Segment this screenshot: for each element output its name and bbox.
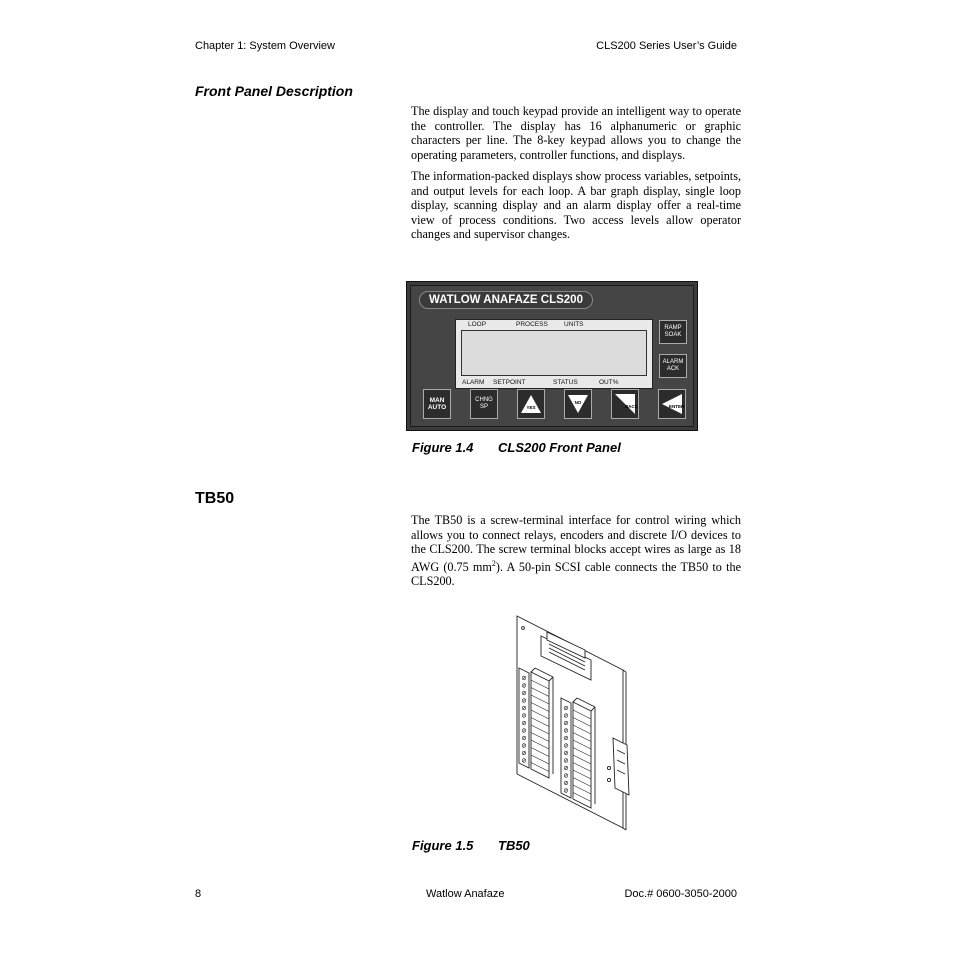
ramp-soak-line2: SOAK bbox=[664, 332, 682, 338]
front-panel-text bbox=[411, 104, 741, 249]
lcd-label-alarm: ALARM bbox=[462, 379, 485, 386]
tb50-paragraph bbox=[411, 513, 741, 589]
footer-doc-number: Doc.# 0600-3050-2000 bbox=[624, 888, 737, 900]
figure-1-5-number: Figure 1.5 bbox=[412, 838, 474, 853]
lcd-label-loop: LOOP bbox=[468, 321, 487, 328]
figure-1-4-title: CLS200 Front Panel bbox=[498, 440, 621, 455]
tb50-text bbox=[411, 513, 741, 596]
alarm-ack-button[interactable] bbox=[659, 354, 687, 378]
yes-key[interactable] bbox=[517, 389, 545, 419]
tb50-paragraph-part1: The TB50 is a screw-terminal interface for control wiring which allows you to connect relays, encoders and discrete I/O devices to the CLS200. The screw terminal blocks accept wires as large as 18 AWG (0.75 mm bbox=[411, 513, 741, 574]
alarm-ack-line2: ACK bbox=[666, 366, 680, 372]
figure-1-4-caption bbox=[412, 440, 621, 455]
enter-key-label: ENTER bbox=[669, 404, 685, 409]
tb50-superscript: 2 bbox=[491, 558, 496, 568]
section-title-front-panel: Front Panel Description bbox=[195, 83, 353, 99]
panel-face bbox=[410, 285, 694, 427]
back-key-label: BACK bbox=[625, 404, 638, 409]
lcd-label-setpoint: SETPOINT bbox=[493, 379, 526, 386]
ramp-soak-button[interactable] bbox=[659, 320, 687, 344]
footer-page-number: 8 bbox=[195, 888, 202, 900]
front-panel-paragraph-2: The information-packed displays show process variables, setpoints, and output levels for each loop. A bar graph display, single loop display, scanning display and an alarm display offer a real-time view of process conditions. Two access levels allow operator changes and supervisor changes. bbox=[411, 169, 741, 241]
footer-company: Watlow Anafaze bbox=[426, 888, 505, 900]
man-auto-line2: AUTO bbox=[427, 404, 447, 411]
lcd-label-units: UNITS bbox=[564, 321, 584, 328]
enter-key[interactable] bbox=[658, 389, 686, 419]
front-panel-paragraph-1: The display and touch keypad provide an intelligent way to operate the controller. The display has 16 alphanumeric or graphic characters per line. The 8-key keypad allows you to change the operating parameters, controller functions, and displays. bbox=[411, 104, 741, 162]
lcd-character-window bbox=[461, 330, 647, 376]
yes-key-label: YES bbox=[526, 405, 536, 410]
chng-sp-line2: SP bbox=[479, 404, 488, 410]
header-guide-title: CLS200 Series User’s Guide bbox=[596, 40, 737, 52]
figure-1-5-title: TB50 bbox=[498, 838, 530, 853]
no-key[interactable] bbox=[564, 389, 592, 419]
cls200-front-panel-figure bbox=[406, 281, 698, 431]
panel-lcd-display bbox=[455, 319, 653, 389]
panel-brand-label: WATLOW ANAFAZE CLS200 bbox=[419, 291, 593, 309]
alarm-ack-line1: ALARM bbox=[662, 359, 684, 365]
no-key-label: NO bbox=[574, 400, 582, 405]
figure-1-4-number: Figure 1.4 bbox=[412, 440, 474, 455]
change-setpoint-key[interactable] bbox=[470, 389, 498, 419]
figure-1-5-caption bbox=[412, 838, 530, 853]
lcd-label-process: PROCESS bbox=[516, 321, 548, 328]
man-auto-line1: MAN bbox=[429, 397, 445, 404]
section-title-tb50: TB50 bbox=[195, 490, 235, 507]
header-chapter: Chapter 1: System Overview bbox=[195, 40, 335, 52]
lcd-label-status: STATUS bbox=[553, 379, 578, 386]
tb50-paragraph-part2: ). A 50-pin SCSI cable connects the TB50 to the CLS200. bbox=[411, 559, 741, 589]
tb50-board-illustration bbox=[505, 610, 645, 832]
man-auto-key[interactable] bbox=[423, 389, 451, 419]
lcd-label-out-percent: OUT% bbox=[599, 379, 619, 386]
back-key[interactable] bbox=[611, 389, 639, 419]
ramp-soak-line1: RAMP bbox=[664, 325, 682, 331]
chng-sp-line1: CHNG bbox=[475, 397, 493, 403]
